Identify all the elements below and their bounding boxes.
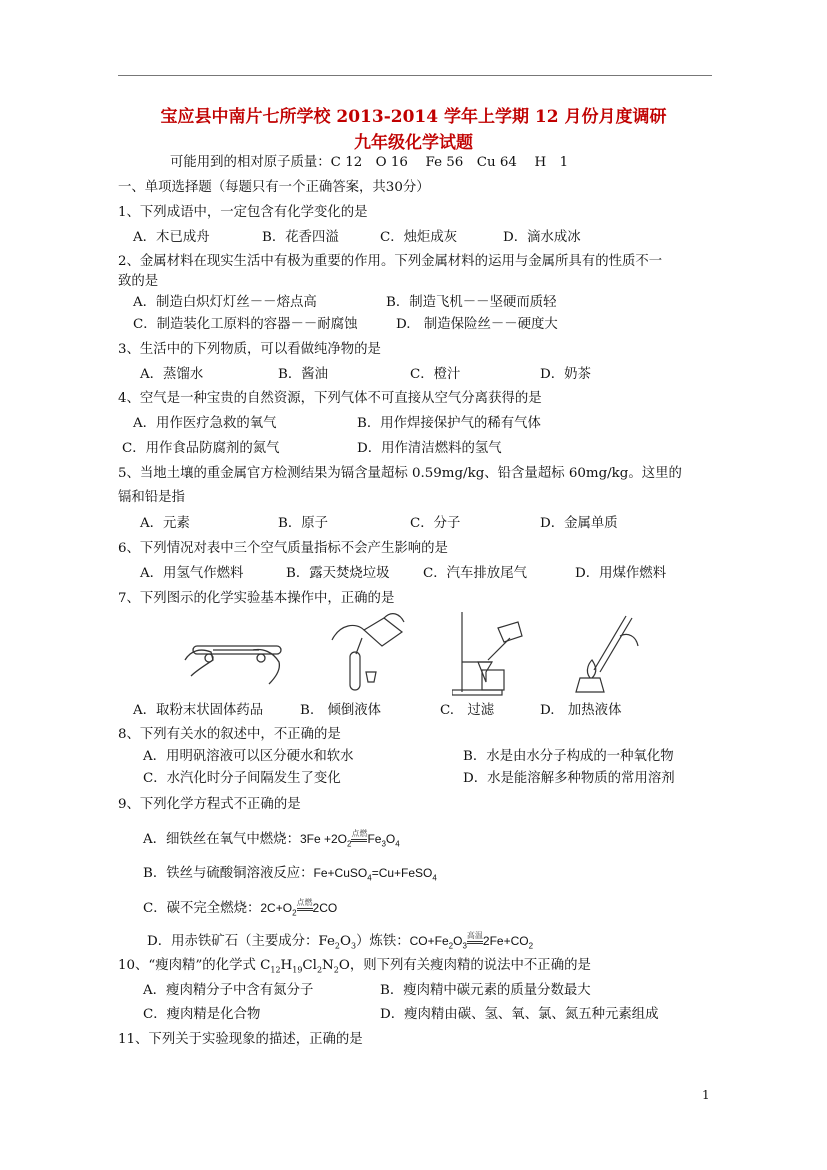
q8-option-c: C．水汽化时分子间隔发生了变化 xyxy=(143,771,341,786)
q7-option-b: B. 倾倒液体 xyxy=(300,703,382,718)
q5-option-b: B．原子 xyxy=(278,516,329,531)
q3-option-a: A．蒸馏水 xyxy=(140,367,204,382)
q3-option-b: B．酱油 xyxy=(278,367,329,382)
test-tube-powder-icon xyxy=(183,630,291,690)
q5-option-c: C．分子 xyxy=(410,516,461,531)
question-2-stem: 2、金属材料在现实生活中有极为重要的作用。下列金属材料的运用与金属所具有的性质不一 xyxy=(118,254,663,269)
q6-option-c: C．汽车排放尾气 xyxy=(423,566,527,581)
q2-option-c: C．制造装化工原料的容器－－耐腐蚀 xyxy=(133,317,358,332)
q4-option-b: B．用作焊接保护气的稀有气体 xyxy=(357,416,541,431)
q3-option-d: D．奶茶 xyxy=(540,367,591,382)
question-8-stem: 8、下列有关水的叙述中，不正确的是 xyxy=(118,727,341,742)
question-3-stem: 3、生活中的下列物质，可以看做纯净物的是 xyxy=(118,342,381,357)
q9-option-b: B．铁丝与硫酸铜溶液反应：Fe+CuSO$_4$=Cu+FeSO$_4$ xyxy=(143,866,437,883)
pour-liquid-icon xyxy=(326,610,411,695)
heat-liquid-icon xyxy=(570,612,642,694)
condition-high-temp: 高温 xyxy=(467,932,483,944)
q1-option-d: D．滴水成冰 xyxy=(503,230,581,245)
exam-title: 宝应县中南片七所学校 2013-2014 学年上学期 12 月份月度调研 xyxy=(160,107,667,127)
q2-option-b: B．制造飞机－－坚硬而质轻 xyxy=(386,295,557,310)
q9-option-a: A．细铁丝在氧气中燃烧：$3Fe +2O_2$点燃$Fe_3O_4$ xyxy=(143,829,400,849)
question-4-stem: 4、空气是一种宝贵的自然资源，下列气体不可直接从空气分离获得的是 xyxy=(118,391,542,406)
q4-option-c: C．用作食品防腐剂的氮气 xyxy=(122,441,280,456)
q6-option-b: B．露天焚烧垃圾 xyxy=(286,566,390,581)
q1-option-a: A．木已成舟 xyxy=(133,230,210,245)
q9-option-c: C．碳不完全燃烧：$2C+O_2$点燃2CO xyxy=(143,898,338,918)
q2-option-d: D. 制造保险丝－－硬度大 xyxy=(396,317,558,332)
question-7-stem: 7、下列图示的化学实验基本操作中，正确的是 xyxy=(118,591,395,606)
q2-option-a: A．制造白炽灯灯丝－－熔点高 xyxy=(133,295,317,310)
q5-option-d: D．金属单质 xyxy=(540,516,618,531)
q6-option-a: A．用氢气作燃料 xyxy=(140,566,244,581)
q10-option-d: D．瘦肉精由碳、氢、氧、氯、氮五种元素组成 xyxy=(380,1007,659,1022)
exam-subtitle: 九年级化学试题 xyxy=(354,133,473,153)
condition-ignite: 点燃 xyxy=(297,899,313,911)
q5-option-a: A．元素 xyxy=(140,516,190,531)
page-number: 1 xyxy=(702,1088,710,1102)
header-rule xyxy=(118,75,712,76)
question-1-stem: 1、下列成语中，一定包含有化学变化的是 xyxy=(118,205,368,220)
q10-option-c: C．瘦肉精是化合物 xyxy=(143,1007,261,1022)
question-6-stem: 6、下列情况对表中三个空气质量指标不会产生影响的是 xyxy=(118,541,448,556)
question-10-stem: 10、“瘦肉精”的化学式 $C_{12}H_{19}Cl_2N_2O$，则下列有关瘦肉精的说法中不正确的是 xyxy=(118,958,591,975)
q6-option-d: D．用煤作燃料 xyxy=(575,566,667,581)
q7-option-d: D. 加热液体 xyxy=(540,703,622,718)
question-11-stem: 11、下列关于实验现象的描述，正确的是 xyxy=(118,1032,363,1047)
q4-option-a: A．用作医疗急救的氧气 xyxy=(133,416,277,431)
q8-option-d: D．水是能溶解多种物质的常用溶剂 xyxy=(463,771,675,786)
q3-option-c: C．橙汁 xyxy=(410,367,461,382)
q10-option-a: A．瘦肉精分子中含有氮分子 xyxy=(143,983,314,998)
q4-option-d: D．用作清洁燃料的氢气 xyxy=(357,441,502,456)
question-9-stem: 9、下列化学方程式不正确的是 xyxy=(118,797,301,812)
question-2-stem-cont: 致的是 xyxy=(118,274,159,289)
filtration-setup-icon xyxy=(452,608,530,696)
section-heading: 一、单项选择题（每题只有一个正确答案，共30分） xyxy=(118,180,430,195)
q9-option-d: D．用赤铁矿石（主要成分：$Fe_2O_3$）炼铁：$CO+Fe_2O_3$高温$2Fe+CO_2$ xyxy=(147,931,534,951)
q8-option-a: A．用明矾溶液可以区分硬水和软水 xyxy=(143,749,354,764)
q7-option-a: A．取粉末状固体药品 xyxy=(133,703,264,718)
atomic-mass-note: 可能用到的相对原子质量：C 12 O 16 Fe 56 Cu 64 H 1 xyxy=(170,155,569,170)
q1-option-b: B．花香四溢 xyxy=(262,230,339,245)
q7-option-c: C. 过滤 xyxy=(440,703,495,718)
question-5-stem-cont: 镉和铅是指 xyxy=(118,490,185,505)
q1-option-c: C．烛炬成灰 xyxy=(380,230,458,245)
q10-option-b: B．瘦肉精中碳元素的质量分数最大 xyxy=(380,983,591,998)
q8-option-b: B．水是由水分子构成的一种氧化物 xyxy=(463,749,674,764)
condition-ignite: 点燃 xyxy=(351,830,367,842)
question-5-stem: 5、当地土壤的重金属官方检测结果为镉含量超标 0.59mg/kg、铅含量超标 60mg/kg。这里的 xyxy=(118,466,682,481)
